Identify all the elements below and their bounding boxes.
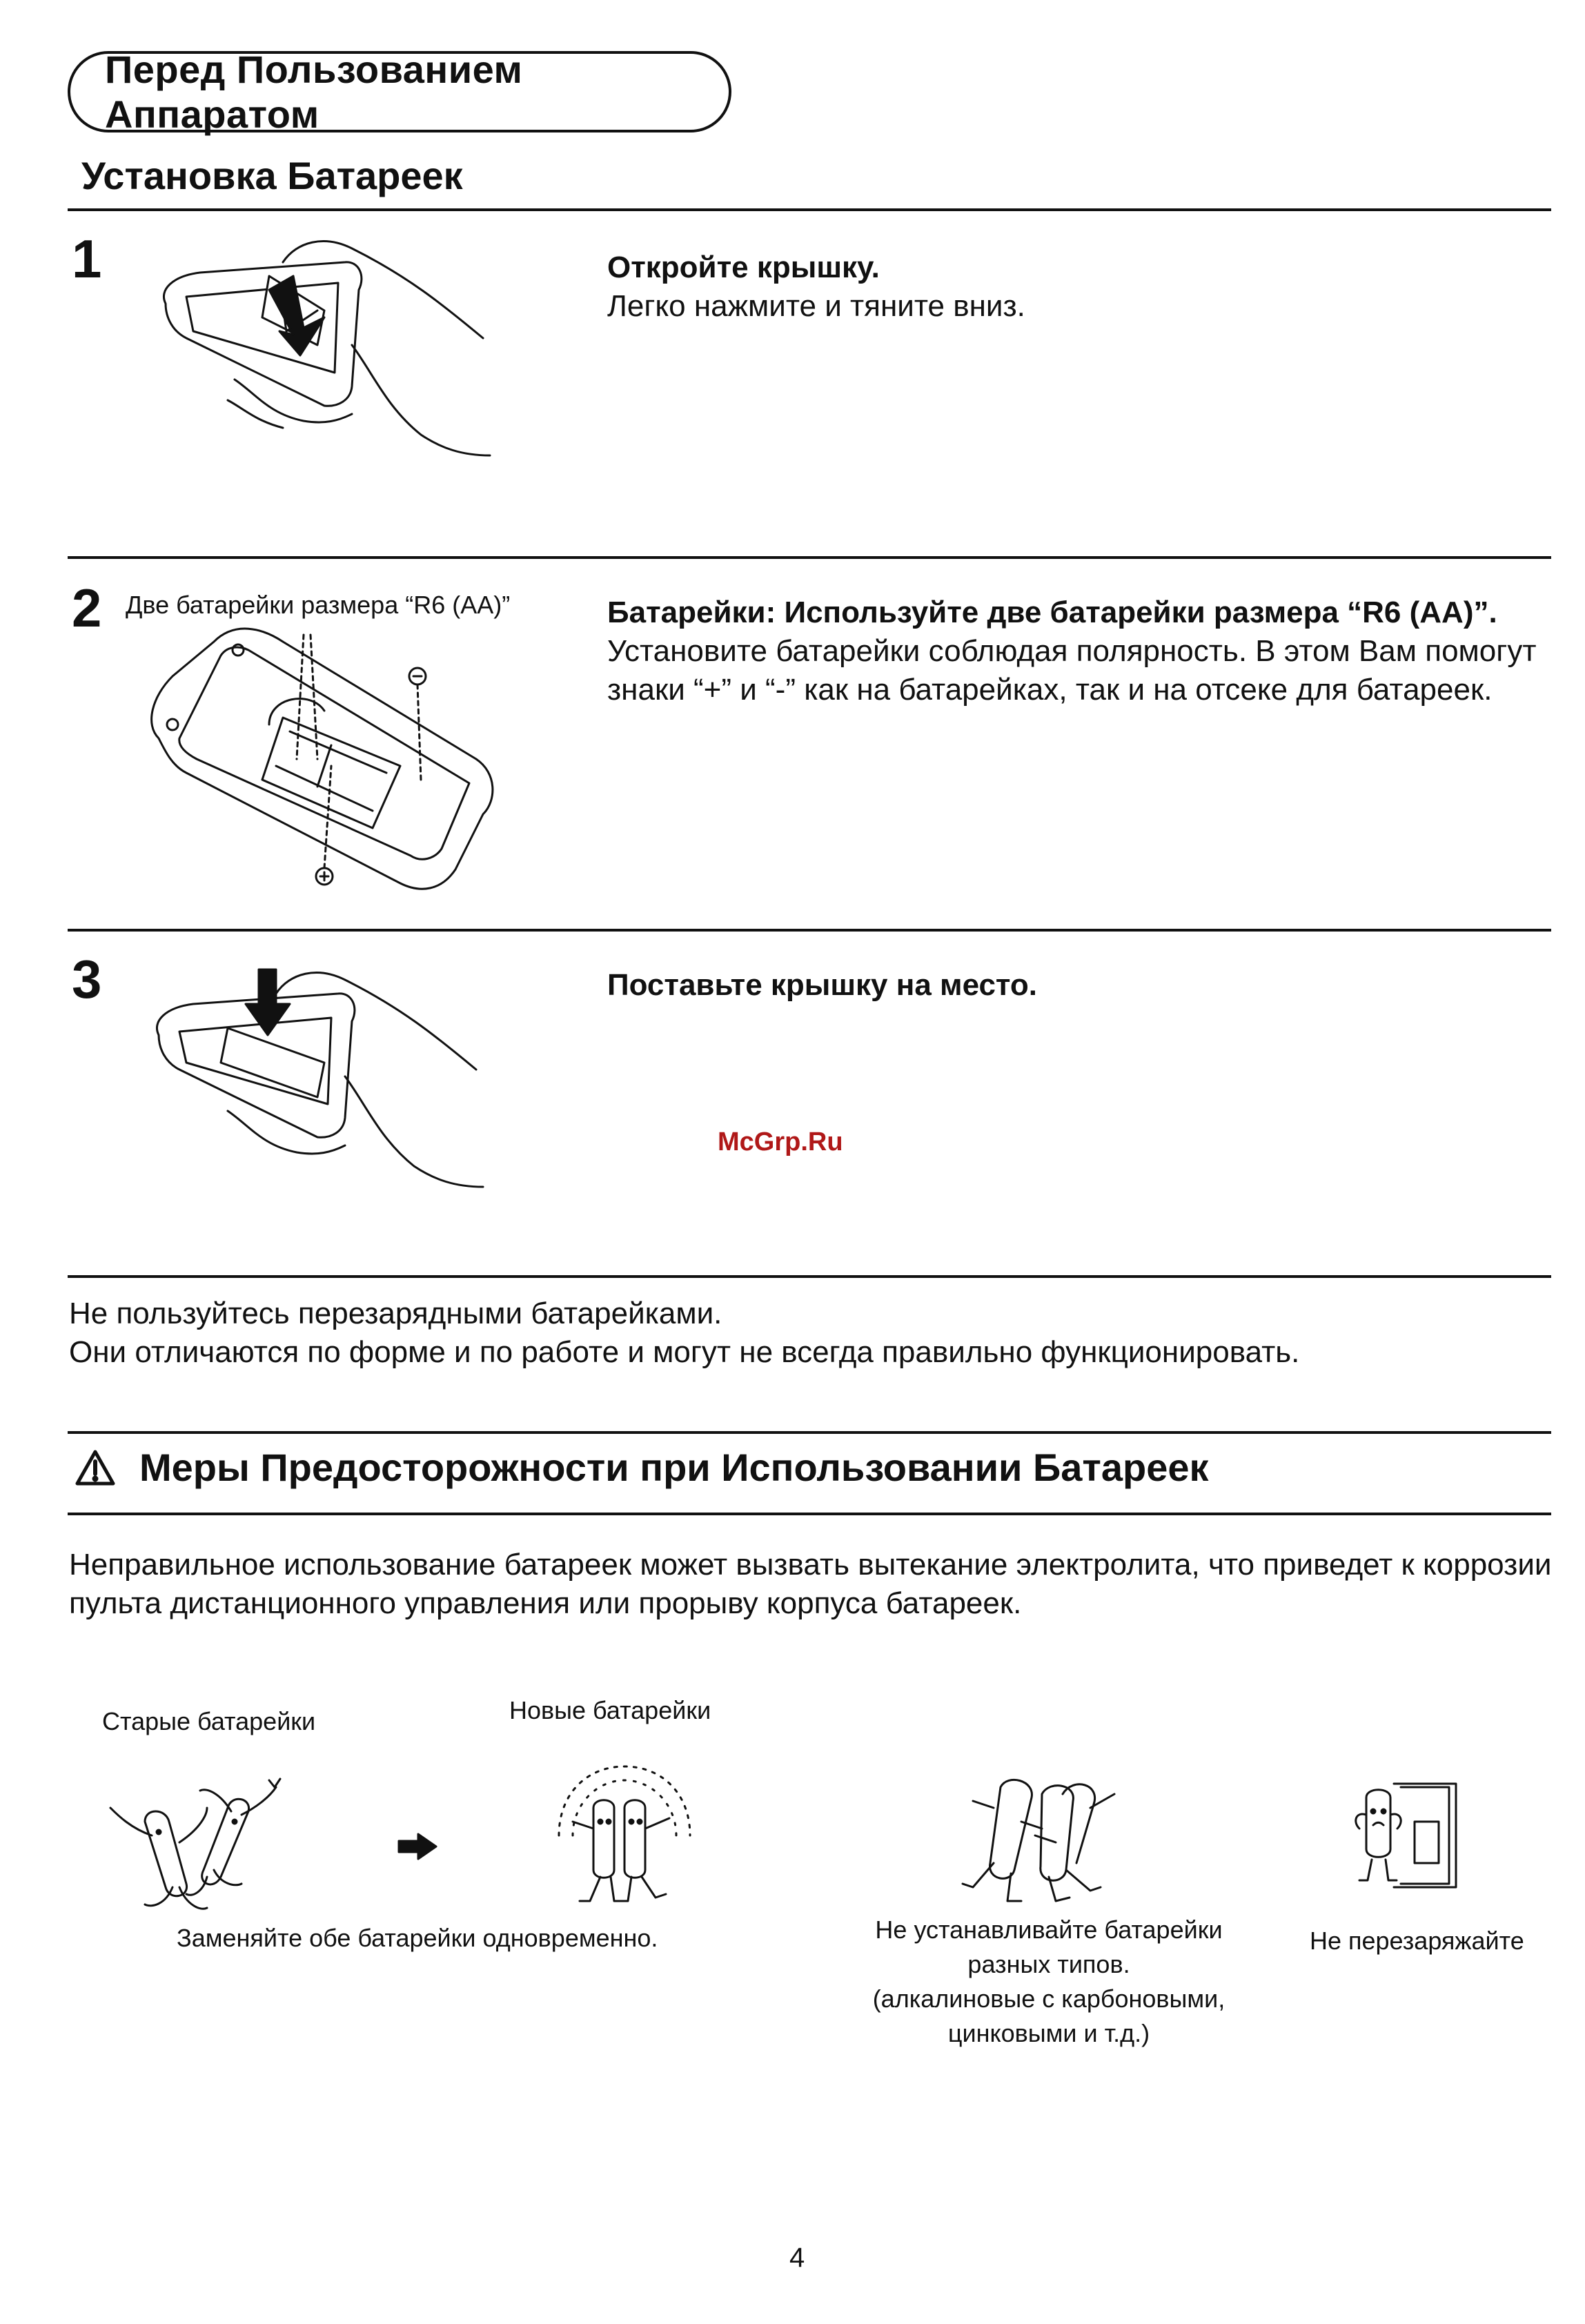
precautions-intro-line-1: Неправильное использование батареек может вызвать вытекание электролита, что приведет к коррозии bbox=[69, 1548, 1552, 1582]
step-2-number: 2 bbox=[72, 578, 102, 638]
install-heading: Установка Батареек bbox=[81, 154, 463, 197]
close-cover-illustration bbox=[145, 966, 504, 1187]
no-recharge-illustration bbox=[1352, 1780, 1477, 1898]
new-batteries-label: Новые батарейки bbox=[509, 1696, 711, 1724]
mixed-types-caption-line-3: (алкалиновые с карбоновыми, bbox=[872, 1985, 1225, 2013]
precautions-heading: Меры Предосторожности при Использовании Батареек bbox=[139, 1446, 1209, 1489]
divider bbox=[68, 556, 1551, 559]
divider bbox=[68, 1275, 1551, 1278]
step-2-title: Батарейки: Используйте две батарейки размера “R6 (AA)”. bbox=[607, 595, 1497, 629]
step-2-body-line-2: знаки “+” и “-” как на батарейках, так и на отсеке для батареек. bbox=[607, 673, 1493, 707]
arrow-right-icon bbox=[397, 1833, 439, 1860]
no-recharge-caption: Не перезаряжайте bbox=[1310, 1927, 1524, 1955]
divider bbox=[68, 208, 1551, 211]
step-2-body-line-1: Установите батарейки соблюдая полярность. В этом Вам помогут bbox=[607, 634, 1537, 668]
divider bbox=[68, 929, 1551, 932]
page-title: Перед Пользованием Аппаратом bbox=[68, 51, 731, 132]
battery-size-caption: Две батарейки размера “R6 (AA)” bbox=[126, 591, 511, 619]
replace-both-caption: Заменяйте обе батарейки одновременно. bbox=[177, 1924, 658, 1952]
divider bbox=[68, 1513, 1551, 1515]
mixed-types-caption-line-1: Не устанавливайте батарейки bbox=[875, 1916, 1223, 1944]
step-1-number: 1 bbox=[72, 228, 102, 289]
watermark: McGrp.Ru bbox=[718, 1127, 843, 1156]
step-1-title: Откройте крышку. bbox=[607, 250, 880, 284]
precautions-intro-line-2: пульта дистанционного управления или прорыву корпуса батареек. bbox=[69, 1586, 1022, 1620]
battery-compartment-illustration bbox=[145, 621, 504, 897]
step-1-body: Легко нажмите и тяните вниз. bbox=[607, 289, 1025, 323]
new-batteries-illustration bbox=[545, 1753, 704, 1911]
note-line-1: Не пользуйтесь перезарядными батарейками. bbox=[69, 1297, 722, 1330]
warning-triangle-icon bbox=[75, 1449, 116, 1486]
mixed-batteries-illustration bbox=[952, 1766, 1132, 1904]
mixed-types-caption-line-4: цинковыми и т.д.) bbox=[947, 2019, 1150, 2047]
divider bbox=[68, 1431, 1551, 1434]
open-cover-illustration bbox=[145, 235, 504, 455]
step-3-number: 3 bbox=[72, 949, 102, 1010]
note-line-2: Они отличаются по форме и по работе и могут не всегда правильно функционировать. bbox=[69, 1335, 1300, 1369]
step-3-title: Поставьте крышку на место. bbox=[607, 968, 1038, 1002]
mixed-types-caption-line-2: разных типов. bbox=[967, 1950, 1130, 1978]
page-number: 4 bbox=[789, 2243, 805, 2273]
old-batteries-label: Старые батарейки bbox=[102, 1707, 316, 1735]
old-batteries-illustration bbox=[104, 1766, 311, 1918]
